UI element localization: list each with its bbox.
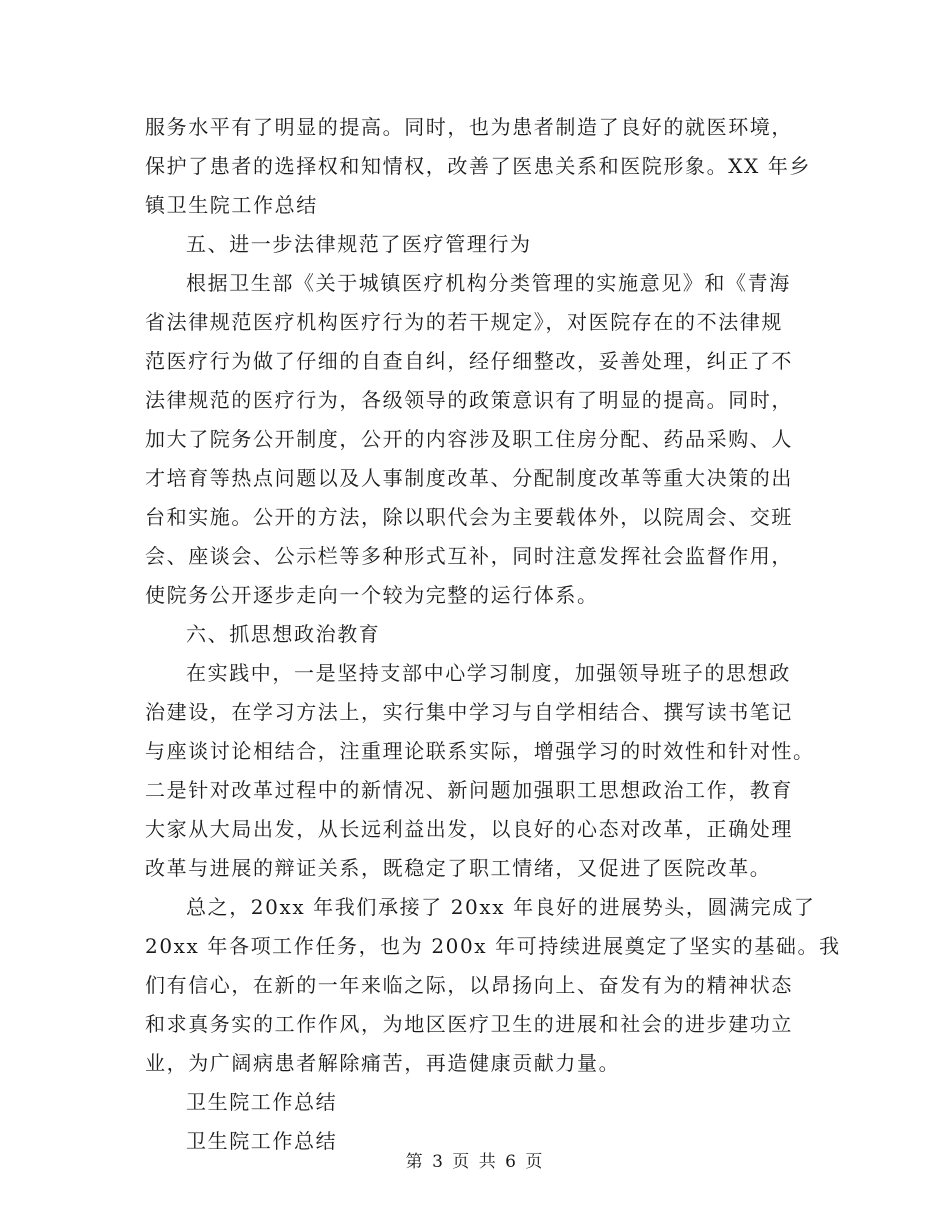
text-line: 们有信心，在新的一年来临之际，以昂扬向上、奋发有为的精神状态 [145, 973, 793, 997]
text-line: 六、抓思想政治教育 [186, 622, 381, 646]
text-line: 镇卫生院工作总结 [145, 193, 318, 217]
text-line: 服务水平有了明显的提高。同时，也为患者制造了良好的就医环境， [145, 115, 793, 139]
document-body [145, 108, 841, 1161]
text-line: 省法律规范医疗机构医疗行为的若干规定》，对医院存在的不法律规 [145, 310, 783, 334]
page-number-footer: 第 3 页 共 6 页 [405, 1152, 545, 1172]
text-line: 和求真务实的工作作风，为地区医疗卫生的进展和社会的进步建功立 [145, 1012, 793, 1036]
text-line: 业，为广阔病患者解除痛苦，再造健康贡献力量。 [145, 1051, 621, 1075]
text-line: 大家从大局出发，从长远利益出发，以良好的心态对改革，正确处理 [145, 817, 793, 841]
text-line: 法律规范的医疗行为，各级领导的政策意识有了明显的提高。同时， [145, 388, 793, 412]
text-line: 保护了患者的选择权和知情权，改善了医患关系和医院形象。XX 年乡 [145, 154, 812, 178]
text-line: 总之，20xx 年我们承接了 20xx 年良好的进展势头，圆满完成了 [186, 895, 816, 919]
text-line: 二是针对改革过程中的新情况、新问题加强职工思想政治工作，教育 [145, 778, 793, 802]
text-line: 会、座谈会、公示栏等多种形式互补，同时注意发挥社会监督作用， [145, 544, 793, 568]
text-line: 20xx 年各项工作任务，也为 200x 年可持续进展奠定了坚实的基础。我 [145, 934, 841, 958]
text-line: 加大了院务公开制度，公开的内容涉及职工住房分配、药品采购、人 [145, 427, 793, 451]
text-line: 使院务公开逐步走向一个较为完整的运行体系。 [145, 583, 599, 607]
text-line: 卫生院工作总结 [186, 1090, 338, 1114]
text-line: 与座谈讨论相结合，注重理论联系实际，增强学习的时效性和针对性。 [145, 739, 815, 763]
text-line: 根据卫生部《关于城镇医疗机构分类管理的实施意见》和《青海 [186, 271, 791, 295]
text-line: 改革与进展的辩证关系，既稳定了职工情绪，又促进了医院改革。 [145, 856, 772, 880]
text-line: 在实践中，一是坚持支部中心学习制度，加强领导班子的思想政 [186, 661, 791, 685]
text-line: 五、进一步法律规范了医疗管理行为 [186, 232, 532, 256]
text-line: 卫生院工作总结 [186, 1129, 338, 1153]
text-line: 才培育等热点问题以及人事制度改革、分配制度改革等重大决策的出 [145, 466, 793, 490]
text-line: 治建设，在学习方法上，实行集中学习与自学相结合、撰写读书笔记 [145, 700, 793, 724]
text-line: 范医疗行为做了仔细的自查自纠，经仔细整改，妥善处理，纠正了不 [145, 349, 793, 373]
text-line: 台和实施。公开的方法，除以职代会为主要载体外，以院周会、交班 [145, 505, 793, 529]
